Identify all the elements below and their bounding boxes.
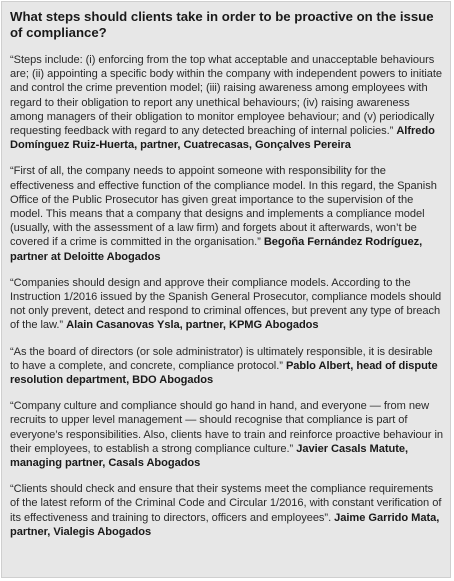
answer-quote: “First of all, the company needs to appoint someone with responsibility for the effectiveness and effective function of the compliance model. In this regard, the Spanish Office of the Public Prosecutor has given great importance to the supervision of the model. This means that a company that designs and implements a compliance model (usually, with the assessment of a law firm) and forgets about it afterwards, won’t be covered if a crime is committed in the organisation.” [10, 165, 437, 249]
answer-paragraph [10, 164, 444, 263]
answer-quote: “Company culture and compliance should go hand in hand, and everyone — from new recruits to upper level management — should recognise that compliance is part of everyone’s responsibilities. Also, clients have to train and reinforce proactive behaviour in their employees, to establish a strong compliance culture.” [10, 400, 443, 455]
answer-attribution: Javier Casals Matute, managing partner, Casals Abogados [10, 442, 409, 470]
answer-paragraph [10, 482, 444, 539]
answer-quote: “Companies should design and approve their compliance models. According to the Instruction 1/2016 issued by the Spanish General Prosecutor, compliance models should not only prevent, detect and respond to criminal offences, but prevent any type of breach of the law.” [10, 276, 442, 332]
answer-paragraph [10, 276, 444, 333]
question-heading: What steps should clients take in order to be proactive on the issue of compliance? [10, 9, 434, 40]
answer-attribution: Alfredo Domínguez Ruiz-Huerta, partner, Cuatrecasas, Gonçalves Pereira [10, 125, 435, 152]
answer-attribution: Alain Casanovas Ysla, partner, KPMG Abogados [66, 319, 319, 332]
answer-paragraph [10, 53, 444, 152]
answer-paragraph [10, 399, 444, 470]
answer-attribution: Begoña Fernández Rodríguez, partner at Deloitte Abogados [10, 236, 423, 263]
answer-paragraph [10, 345, 444, 388]
answer-quote: “As the board of directors (or sole administrator) is ultimately responsible, it is desirable to have a complete, and concrete, compliance protocol.” [10, 345, 433, 372]
qa-panel [1, 1, 451, 578]
answer-attribution: Pablo Albert, head of dispute resolution department, BDO Abogados [10, 359, 438, 387]
answer-quote: “Steps include: (i) enforcing from the top what acceptable and unacceptable behaviours are; (ii) appointing a specific body within the company with independent powers to initiate and control the crime prevention model; (iii) raising awareness among employees with regard to their obligation to report any unethical behaviours; (iv) raising awareness among managers of their obligation to monitor employee behaviour; and (v) periodically requesting feedback with regard to any detected breaching of internal policies.” [10, 54, 443, 138]
answer-quote: “Clients should check and ensure that their systems meet the compliance requirements of the latest reform of the Criminal Code and Circular 1/2016, with constant verification of its effectiveness and training to directors, officers and employees”. [10, 483, 442, 524]
answer-attribution: Jaime Garrido Mata, partner, Vialegis Abogados [10, 511, 440, 538]
